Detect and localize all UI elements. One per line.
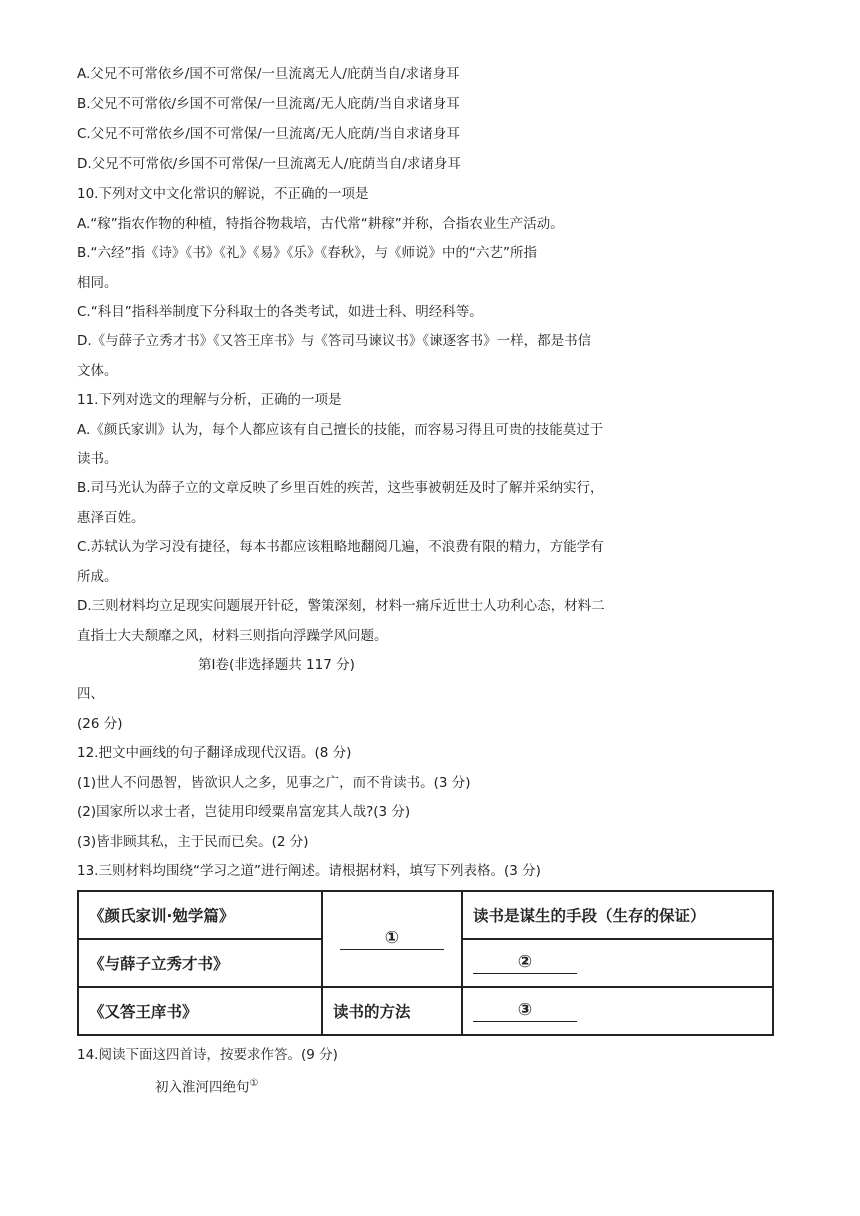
q10-stem: 10.下列对文中文化常识的解说，不正确的一项是 [77, 186, 369, 202]
table-row [78, 987, 773, 1035]
poem-title-text: 初入淮河四绝句 [155, 1079, 250, 1096]
table-cell-source-2: 《与薛子立秀才书》 [78, 939, 322, 987]
table-cell-content-1: 读书是谋生的手段（生存的保证） [462, 891, 773, 939]
q11-option-a: A.《颜氏家训》认为，每个人都应该有自己擅长的技能，而容易习得且可贵的技能莫过于 [77, 422, 604, 438]
table-row [78, 891, 773, 939]
q12-item-1: (1)世人不问愚智，皆欲识人之多，见事之广，而不肯读书。(3 分) [77, 775, 471, 791]
q11-option-c: C.苏轼认为学习没有捷径，每本书都应该粗略地翻阅几遍，不浪费有限的精力，方能学有 [77, 539, 604, 555]
q9-option-a: A.父兄不可常依乡/国不可常保/一旦流离无人/庇荫当自/求诸身耳 [77, 66, 460, 82]
q9-option-b: B.父兄不可常依/乡国不可常保/一旦流离/无人庇荫/当自求诸身耳 [77, 96, 460, 112]
q14-stem: 14.阅读下面这四首诗，按要求作答。(9 分) [77, 1047, 338, 1063]
q11-option-c-cont: 所成。 [77, 569, 118, 585]
poem-title [155, 1074, 755, 1098]
q12-item-2: (2)国家所以求士者，岂徒用印绶粟帛富宠其人哉?(3 分) [77, 804, 411, 820]
table-cell-blank-1 [322, 891, 462, 987]
q10-option-a: A.“稼”指农作物的种植，特指谷物栽培，古代常“耕稼”并称，合指农业生产活动。 [77, 216, 564, 232]
q9-option-d: D.父兄不可常依/乡国不可常保/一旦流离无人/庇荫当自/求诸身耳 [77, 156, 461, 172]
table-cell-source-3: 《又答王庠书》 [78, 987, 322, 1035]
q11-option-b: B.司马光认为薛子立的文章反映了乡里百姓的疾苦，这些事被朝廷及时了解并采纳实行， [77, 480, 604, 496]
q10-option-c: C.“科目”指科举制度下分科取士的各类考试，如进士科、明经科等。 [77, 304, 483, 320]
answer-blank-1[interactable]: ① [340, 928, 444, 950]
section-heading: 第Ⅰ卷(非选择题共 117 分) [198, 657, 355, 673]
q10-option-d-cont: 文体。 [77, 363, 118, 379]
q12-item-3: (3)皆非顾其私，主于民而已矣。(2 分) [77, 834, 309, 850]
q10-option-b-cont: 相同。 [77, 275, 118, 291]
q11-option-d: D.三则材料均立足现实问题展开针砭，警策深刻，材料一痛斥近世士人功利心态，材料二 [77, 598, 605, 614]
q11-stem: 11.下列对选文的理解与分析，正确的一项是 [77, 392, 342, 408]
q11-option-a-cont: 读书。 [77, 451, 118, 467]
table-cell-source-1: 《颜氏家训·勉学篇》 [78, 891, 322, 939]
q10-option-d: D.《与薛子立秀才书》《又答王庠书》与《答司马谏议书》《谏逐客书》一样，都是书信 [77, 333, 592, 349]
part-four-label: 四、 [77, 686, 104, 702]
q11-option-b-cont: 惠泽百姓。 [77, 510, 145, 526]
table-cell-method: 读书的方法 [322, 987, 462, 1035]
answer-blank-3[interactable]: ③ [473, 1000, 577, 1022]
q11-option-d-cont: 直指士大夫颓靡之风，材料三则指向浮躁学风问题。 [77, 628, 388, 644]
q13-fill-table [77, 890, 774, 1036]
table-cell-blank-3 [462, 987, 773, 1035]
q9-option-c: C.父兄不可常依乡/国不可常保/一旦流离/无人庇荫/当自求诸身耳 [77, 126, 460, 142]
part-four-score: (26 分) [77, 716, 123, 732]
table-cell-blank-2 [462, 939, 773, 987]
poem-footnote-marker: ① [249, 1078, 259, 1089]
q13-stem: 13.三则材料均围绕“学习之道”进行阐述。请根据材料，填写下列表格。(3 分) [77, 863, 541, 879]
q12-stem: 12.把文中画线的句子翻译成现代汉语。(8 分) [77, 745, 352, 761]
answer-blank-2[interactable]: ② [473, 952, 577, 974]
q10-option-b: B.“六经”指《诗》《书》《礼》《易》《乐》《春秋》，与《师说》中的“六艺”所指 [77, 245, 538, 261]
